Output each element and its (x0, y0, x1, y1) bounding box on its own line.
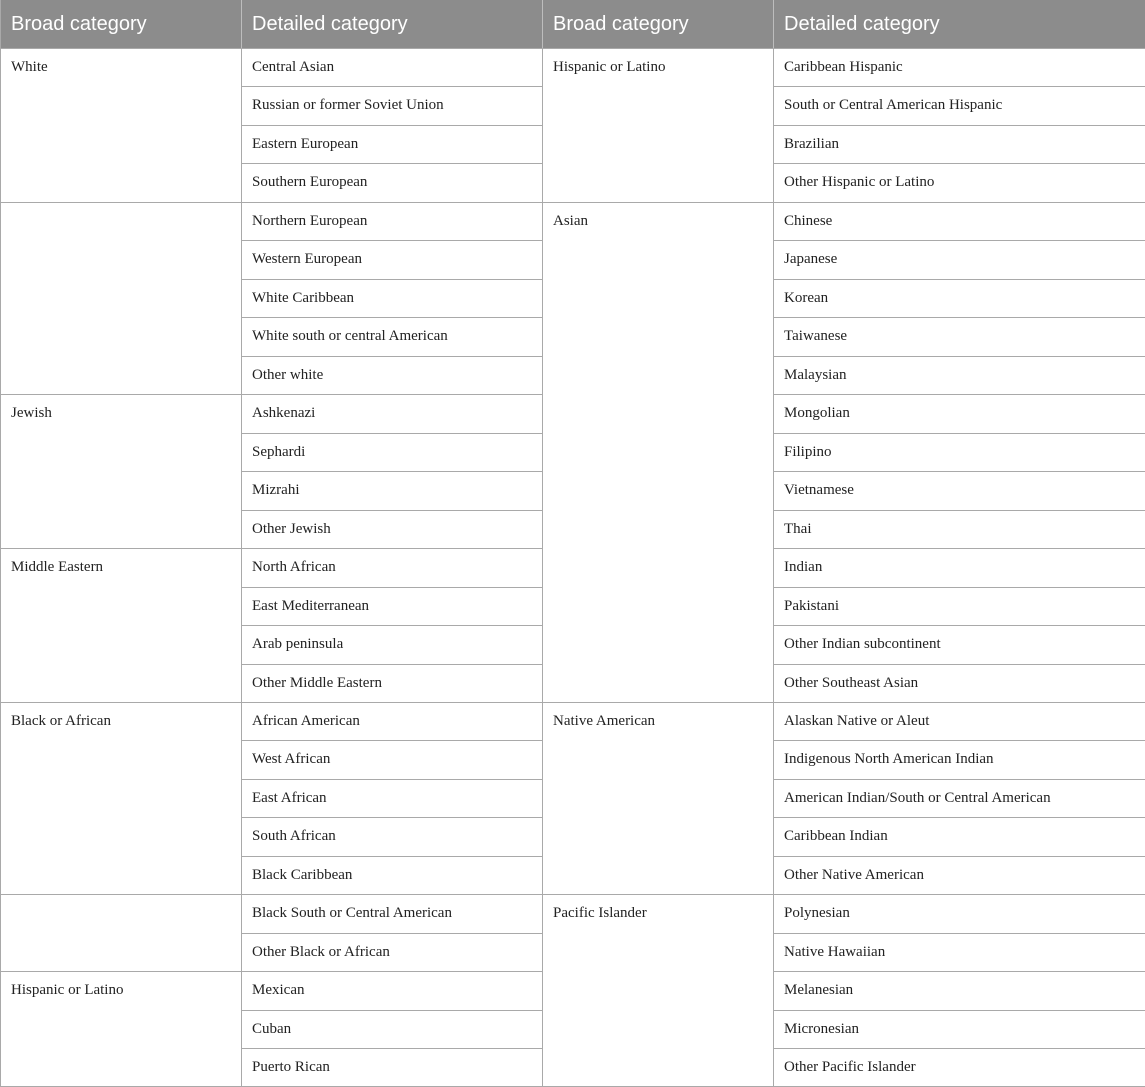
detailed-category-cell: Black South or Central American (242, 894, 543, 932)
detailed-category-cell: African American (242, 702, 543, 740)
broad-category-cell: White (1, 48, 242, 202)
detailed-category-cell: Caribbean Hispanic (774, 48, 1145, 86)
detailed-category-cell: Native Hawaiian (774, 933, 1145, 971)
detailed-category-cell: Black Caribbean (242, 856, 543, 894)
detailed-category-cell: Caribbean Indian (774, 817, 1145, 855)
detailed-category-cell: Cuban (242, 1010, 543, 1048)
detailed-category-cell: Indigenous North American Indian (774, 740, 1145, 778)
detailed-category-cell: White south or central American (242, 317, 543, 355)
detailed-category-cell: Other Black or African (242, 933, 543, 971)
detailed-category-cell: Other Indian subcontinent (774, 625, 1145, 663)
detailed-category-cell: Vietnamese (774, 471, 1145, 509)
detailed-category-cell: Filipino (774, 433, 1145, 471)
detailed-category-cell: Taiwanese (774, 317, 1145, 355)
detailed-category-cell: Mexican (242, 971, 543, 1009)
detailed-category-cell: Brazilian (774, 125, 1145, 163)
broad-category-cell: Native American (543, 702, 774, 894)
detailed-category-cell: Indian (774, 548, 1145, 586)
detailed-category-cell: Melanesian (774, 971, 1145, 1009)
detailed-category-cell: Other Hispanic or Latino (774, 163, 1145, 201)
detailed-category-cell: Sephardi (242, 433, 543, 471)
detailed-category-cell: Western European (242, 240, 543, 278)
detailed-category-cell: West African (242, 740, 543, 778)
detailed-category-cell: Other Jewish (242, 510, 543, 548)
broad-category-cell: Pacific Islander (543, 894, 774, 1086)
broad-category-cell: Hispanic or Latino (1, 971, 242, 1086)
detailed-category-cell: East African (242, 779, 543, 817)
header-detailed-category-left: Detailed category (242, 0, 543, 48)
detailed-category-cell: Other Native American (774, 856, 1145, 894)
detailed-category-cell: Thai (774, 510, 1145, 548)
detailed-category-cell: South African (242, 817, 543, 855)
detailed-category-cell: Japanese (774, 240, 1145, 278)
header-broad-category-right: Broad category (543, 0, 774, 48)
detailed-category-cell: Pakistani (774, 587, 1145, 625)
detailed-category-cell: Arab peninsula (242, 625, 543, 663)
detailed-category-cell: Other white (242, 356, 543, 394)
broad-category-cell: Asian (543, 202, 774, 702)
detailed-category-cell: Puerto Rican (242, 1048, 543, 1086)
header-broad-category-left: Broad category (1, 0, 242, 48)
broad-category-cell: Middle Eastern (1, 548, 242, 702)
broad-category-cell: Hispanic or Latino (543, 48, 774, 202)
detailed-category-cell: Eastern European (242, 125, 543, 163)
detailed-category-cell: Central Asian (242, 48, 543, 86)
detailed-category-cell: Mizrahi (242, 471, 543, 509)
detailed-category-cell: American Indian/South or Central American (774, 779, 1145, 817)
detailed-category-cell: Mongolian (774, 394, 1145, 432)
detailed-category-cell: Other Middle Eastern (242, 664, 543, 702)
header-detailed-category-right: Detailed category (774, 0, 1145, 48)
detailed-category-cell: Southern European (242, 163, 543, 201)
detailed-category-cell: Micronesian (774, 1010, 1145, 1048)
broad-category-cell (1, 202, 242, 394)
detailed-category-cell: Korean (774, 279, 1145, 317)
detailed-category-cell: Russian or former Soviet Union (242, 86, 543, 124)
detailed-category-cell: East Mediterranean (242, 587, 543, 625)
detailed-category-cell: Northern European (242, 202, 543, 240)
detailed-category-cell: Other Southeast Asian (774, 664, 1145, 702)
detailed-category-cell: Polynesian (774, 894, 1145, 932)
detailed-category-cell: Alaskan Native or Aleut (774, 702, 1145, 740)
detailed-category-cell: White Caribbean (242, 279, 543, 317)
detailed-category-cell: North African (242, 548, 543, 586)
detailed-category-cell: Malaysian (774, 356, 1145, 394)
detailed-category-cell: Chinese (774, 202, 1145, 240)
detailed-category-cell: South or Central American Hispanic (774, 86, 1145, 124)
broad-category-cell (1, 894, 242, 971)
broad-category-cell: Jewish (1, 394, 242, 548)
detailed-category-cell: Other Pacific Islander (774, 1048, 1145, 1086)
detailed-category-cell: Ashkenazi (242, 394, 543, 432)
broad-category-cell: Black or African (1, 702, 242, 894)
